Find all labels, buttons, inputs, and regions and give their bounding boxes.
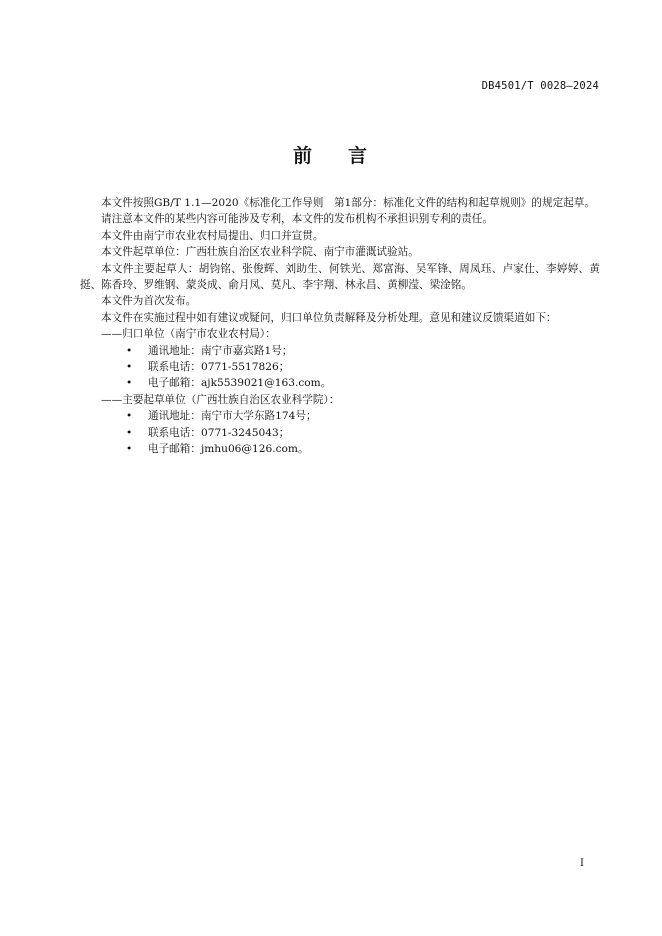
paragraph-first-release: 本文件为首次发布。 [101, 295, 197, 308]
contact-list-authority [80, 343, 600, 392]
contact-heading-authority: ——归口单位（南宁市农业农村局）： [101, 328, 276, 341]
paragraph-drafters: 本文件主要起草人：胡钧铭、张俊辉、刘助生、何铁光、郑富海、吴军锋、周凤珏、卢家仕、李婷婷、黄挺、陈香玲、罗维钢、蒙炎成、俞月凤、莫凡、李宇翔、林永昌、黄柳滢、梁淦铭。 [80, 262, 600, 292]
contact-address: 通讯地址：南宁市大学东路174号； [148, 410, 317, 423]
contact-phone: 联系电话：0771-3245043； [148, 426, 290, 439]
contact-email: 电子邮箱：jmhu06@126.com。 [148, 443, 309, 456]
title-char-1: 前 [292, 145, 314, 167]
bullet-icon: • [126, 344, 133, 357]
document-code: DB4501/T 0028—2024 [481, 80, 599, 92]
paragraph-feedback: 本文件在实施过程中如有建议或疑问，归口单位负责解释及分析处理。意见和建议反馈渠道如下： [101, 311, 557, 324]
bullet-icon: • [126, 443, 133, 456]
list-item [80, 441, 600, 457]
list-item [80, 359, 600, 375]
list-item [80, 425, 600, 441]
bullet-icon: • [126, 426, 133, 439]
contact-heading-drafter: ——主要起草单位（广西壮族自治区农业科学院）： [101, 393, 340, 406]
list-item [80, 408, 600, 424]
paragraph-patent-notice: 请注意本文件的某些内容可能涉及专利，本文件的发布机构不承担识别专利的责任。 [101, 213, 493, 226]
contact-list-drafter [80, 408, 600, 457]
paragraph-drafting-units: 本文件起草单位：广西壮族自治区农业科学院、南宁市灌溉试验站。 [101, 246, 419, 259]
contact-phone: 联系电话：0771-5517826； [148, 361, 290, 374]
page-number: I [580, 858, 584, 869]
bullet-icon: • [126, 361, 133, 374]
bullet-icon: • [126, 410, 133, 423]
contact-email: 电子邮箱：ajk5539021@163.com。 [148, 377, 332, 390]
title-char-2: 言 [348, 145, 370, 167]
paragraph-proposer: 本文件由南宁市农业农村局提出、归口并宣贯。 [101, 229, 324, 242]
list-item [80, 343, 600, 359]
paragraph-drafting-basis: 本文件按照GB/T 1.1—2020《标准化工作导则 第1部分：标准化文件的结构和起草规则》的规定起草。 [101, 197, 595, 209]
list-item [80, 375, 600, 391]
page-title [0, 141, 662, 168]
foreword-body [80, 195, 600, 458]
contact-address: 通讯地址：南宁市嘉宾路1号； [148, 344, 293, 357]
bullet-icon: • [126, 377, 133, 390]
